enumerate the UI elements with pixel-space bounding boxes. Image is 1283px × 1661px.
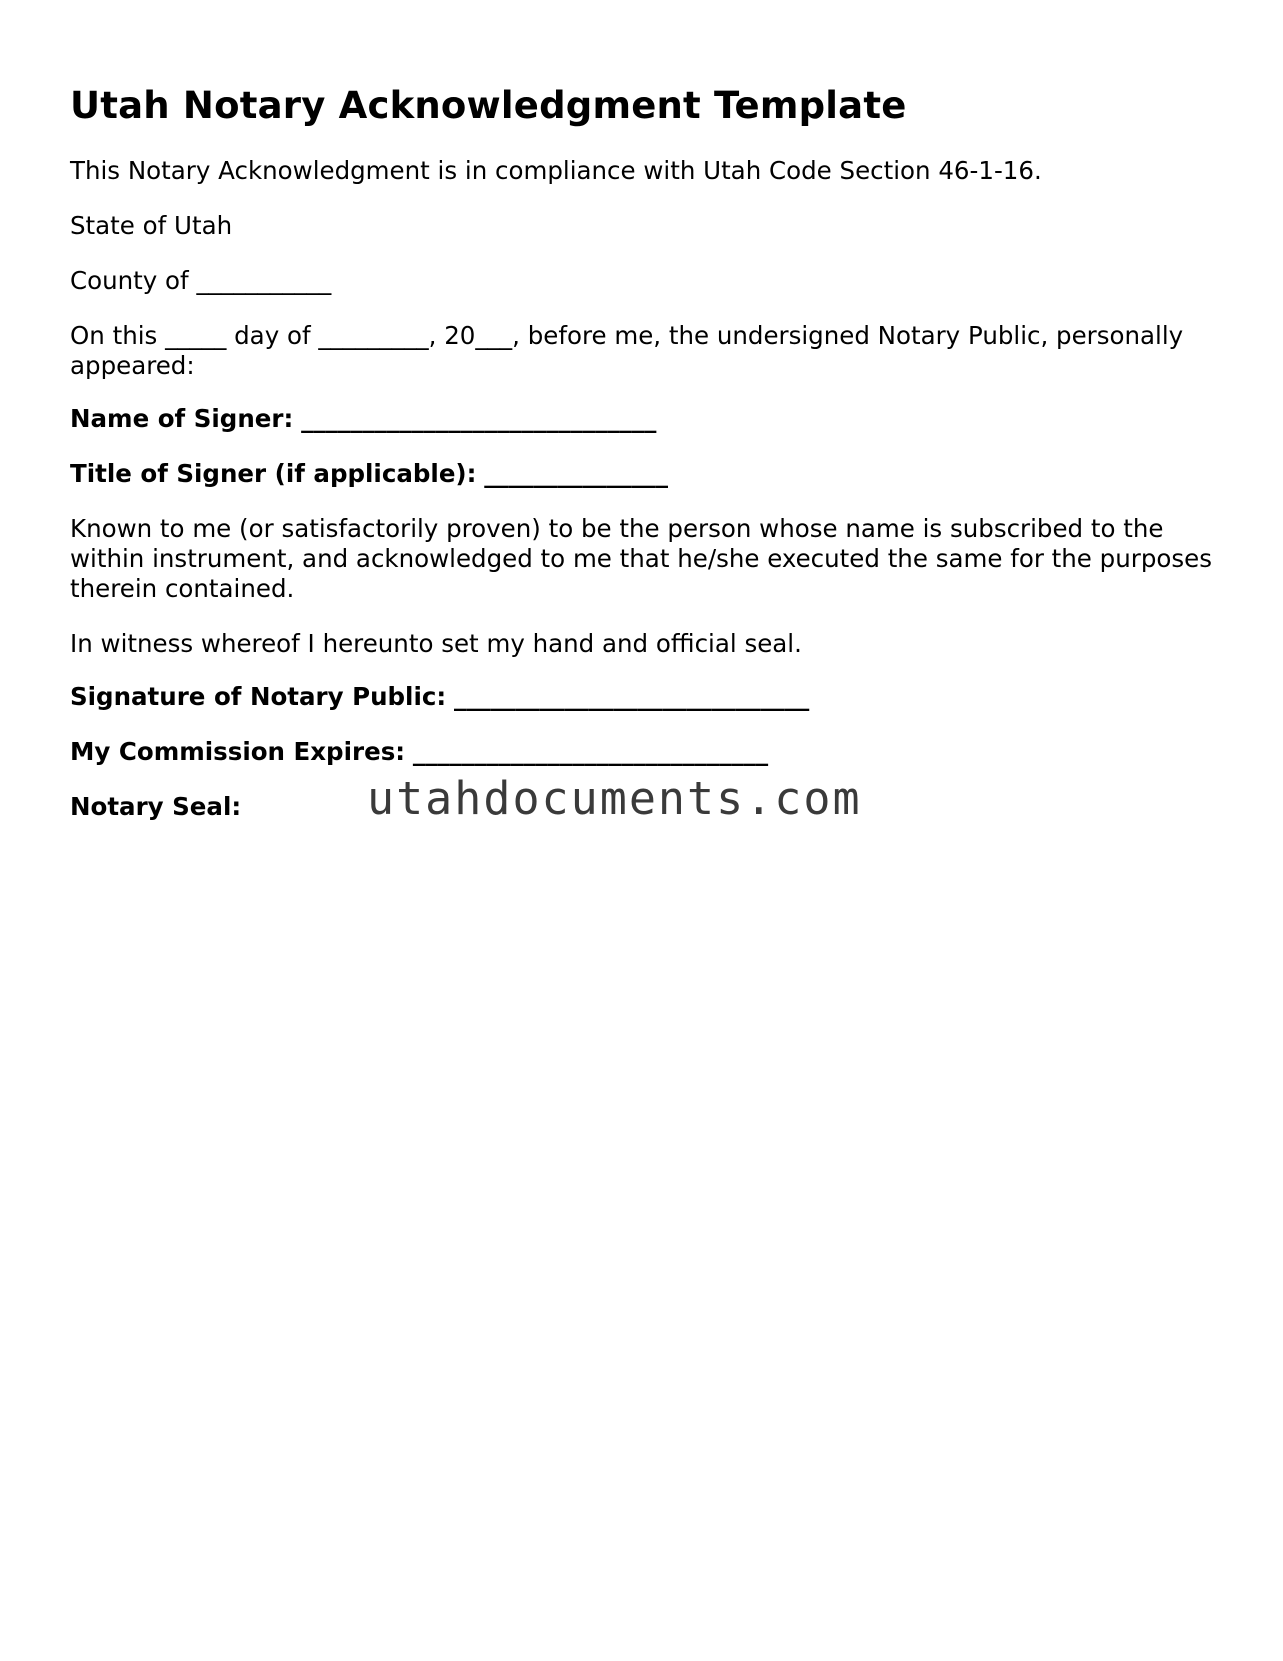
document-title: Utah Notary Acknowledgment Template: [70, 84, 907, 127]
commission-expires-field: [70, 737, 1220, 767]
notary-signature-field: [70, 682, 1220, 712]
compliance-statement: This Notary Acknowledgment is in compliance with Utah Code Section 46-1-16.: [70, 156, 1042, 185]
commission-expires-blank[interactable]: _____________________________: [412, 737, 769, 766]
signer-name-field: [70, 404, 1220, 434]
notary-seal-row: [70, 772, 1220, 852]
signer-name-blank[interactable]: _____________________________: [301, 404, 657, 433]
signer-title-blank[interactable]: _______________: [484, 459, 668, 488]
notary-signature-blank[interactable]: _____________________________: [453, 682, 810, 711]
state-line: State of Utah: [70, 211, 233, 240]
signer-title-field: [70, 459, 1220, 489]
signer-name-label: Name of Signer:: [70, 404, 294, 433]
commission-expires-label: My Commission Expires:: [70, 737, 406, 766]
watermark: utahdocuments.com: [367, 772, 862, 825]
known-paragraph: Known to me (or satisfactorily proven) to be the person whose name is subscribed to the within instrument, and acknowledged to me that he/she executed the same for the purposes therein contained.: [70, 514, 1212, 603]
document-page: [70, 84, 1220, 852]
signer-title-label: Title of Signer (if applicable):: [70, 459, 477, 488]
notary-signature-label: Signature of Notary Public:: [70, 682, 447, 711]
witness-line: In witness whereof I hereunto set my hand and official seal.: [70, 629, 802, 658]
notary-seal-label: Notary Seal:: [70, 792, 242, 821]
county-line: County of ___________: [70, 266, 332, 295]
appearance-line: On this _____ day of _________, 20___, before me, the undersigned Notary Public, personally appeared:: [70, 321, 1184, 380]
